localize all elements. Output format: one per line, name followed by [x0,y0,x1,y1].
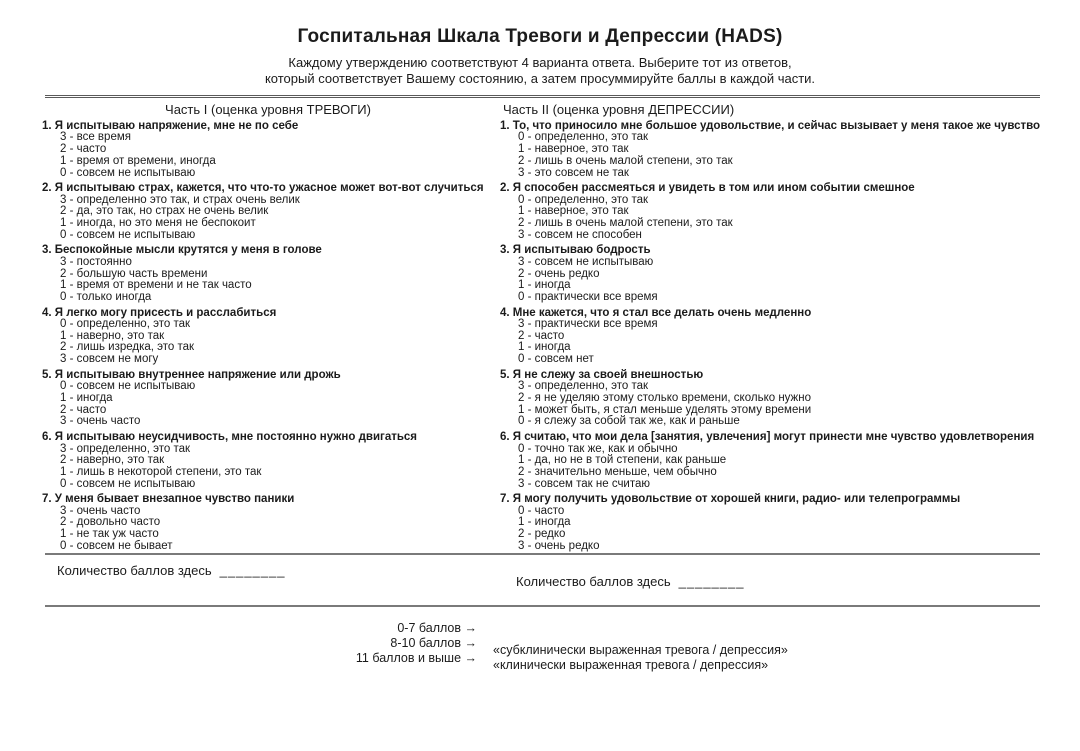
answer-option[interactable]: 3 - очень часто [60,504,141,517]
question-block [42,307,494,366]
question-block [42,120,494,179]
question-block [500,120,1045,179]
questionnaire-columns [0,98,1080,553]
answer-option[interactable]: 1 - лишь в некоторой степени, это так [60,465,262,478]
answer-option[interactable]: 2 - лишь в очень малой степени, это так [518,154,733,167]
question-block [42,431,494,490]
question-options [500,132,1045,179]
answer-option[interactable]: 0 - точно так же, как и обычно [518,442,678,455]
answer-option[interactable]: 2 - часто [60,143,107,156]
question-options [42,132,494,179]
question-options [500,319,1045,366]
answer-option[interactable]: 1 - может быть, я стал меньше уделять этому времени [518,403,812,416]
score-range-subclinical: 8-10 баллов → [390,635,477,650]
instructions-line-2: который соответствует Вашему состоянию, а затем просуммируйте баллы в каждой части. [264,71,816,86]
answer-option[interactable]: 1 - наверно, это так [60,329,165,342]
score-range-clinical: 11 баллов и выше → [355,650,477,665]
answer-option[interactable]: 1 - иногда, но это меня не беспокоит [60,217,256,230]
question-title: 1. Я испытываю напряжение, мне не по себе [42,120,299,132]
part1-score-label: Количество баллов здесь [57,562,212,578]
part1-score-line [57,563,285,578]
answer-option[interactable]: 2 - я не уделяю этому столько времени, сколько нужно [518,391,811,404]
question-block [500,431,1045,490]
answer-option[interactable]: 2 - лишь в очень малой степени, это так [518,217,733,230]
question-options [42,257,494,304]
question-block [500,244,1045,303]
question-title: 6. Я испытываю неусидчивость, мне постоянно нужно двигаться [42,431,418,444]
question-title: 2. Я способен рассмеяться и увидеть в том или ином событии смешное [500,182,915,195]
answer-option[interactable]: 0 - совсем не испытываю [60,380,196,393]
answer-option[interactable]: 0 - совсем не испытываю [60,166,196,179]
score-result-subclinical: «субклинически выраженная тревога / депрессия» [493,642,788,657]
answer-option[interactable]: 2 - часто [60,403,107,416]
question-options [500,506,1045,553]
answer-option[interactable]: 1 - иногда [518,279,571,292]
part1-header: Часть I (оценка уровня ТРЕВОГИ) [165,102,371,117]
answer-option[interactable]: 0 - только иногда [60,290,152,303]
question-options [42,195,494,242]
instructions [0,55,1080,87]
answer-option[interactable]: 0 - определенно, это так [518,193,649,206]
answer-option[interactable]: 1 - иногда [60,391,113,404]
answer-option[interactable]: 2 - лишь изредка, это так [60,341,195,354]
question-title: 6. Я считаю, что мои дела [занятия, увлечения] могут принести мне чувство удовлетворения [500,431,1035,444]
question-block [500,182,1045,241]
answer-option[interactable]: 2 - значительно меньше, чем обычно [518,465,717,478]
part2-header: Часть II (оценка уровня ДЕПРЕССИИ) [503,102,735,117]
part1-anxiety-section [42,98,494,553]
answer-option[interactable]: 0 - определенно, это так [60,318,191,331]
answer-option[interactable]: 3 - определенно, это так [518,380,649,393]
question-block [42,244,494,303]
page-title: Госпитальная Шкала Тревоги и Депрессии (HADS) [297,26,783,47]
question-options [42,444,494,491]
answer-option[interactable]: 2 - часто [518,329,565,342]
scoring-results [493,643,788,673]
scoring-ranges [0,621,477,673]
answer-option[interactable]: 0 - совсем не испытываю [60,477,196,490]
question-block [42,493,494,552]
answer-option[interactable]: 0 - совсем не бывает [60,539,173,552]
question-title: 2. Я испытываю страх, кажется, что что-то ужасное может вот-вот случиться [42,182,484,195]
answer-option[interactable]: 3 - это совсем не так [518,166,629,179]
answer-option[interactable]: 3 - постоянно [60,255,132,268]
answer-option[interactable]: 2 - довольно часто [60,516,161,529]
question-options [500,381,1045,428]
scoring-legend [0,621,1080,673]
answer-option[interactable]: 3 - все время [60,131,131,144]
answer-option[interactable]: 1 - не так уж часто [60,528,159,541]
answer-option[interactable]: 2 - большую часть времени [60,267,208,280]
score-result-clinical: «клинически выраженная тревога / депрессия» [493,657,769,672]
answer-option[interactable]: 0 - совсем не испытываю [60,228,196,241]
answer-option[interactable]: 1 - да, но не в той степени, как раньше [518,454,727,467]
answer-option[interactable]: 3 - совсем не могу [60,353,159,366]
answer-option[interactable]: 3 - определенно, это так [60,442,191,455]
question-title: 4. Мне кажется, что я стал все делать очень медленно [500,306,812,319]
answer-option[interactable]: 2 - очень редко [518,267,600,280]
question-options [500,195,1045,242]
question-block [42,369,494,428]
answer-option[interactable]: 2 - редко [518,528,566,541]
question-title: 7. У меня бывает внезапное чувство паники [42,493,295,506]
part2-score-blank[interactable]: ________ [678,573,745,589]
answer-option[interactable]: 1 - иногда [518,341,571,354]
part2-questions [500,120,1045,553]
answer-option[interactable]: 0 - часто [518,504,565,517]
answer-option[interactable]: 3 - очень часто [60,415,141,428]
answer-option[interactable]: 3 - совсем не способен [518,228,642,241]
question-title: 3. Беспокойные мысли крутятся у меня в голове [42,244,322,257]
answer-option[interactable]: 3 - определенно это так, и страх очень велик [60,193,300,206]
part1-score-blank[interactable]: ________ [219,562,286,578]
answer-option[interactable]: 0 - практически все время [518,290,658,303]
answer-option[interactable]: 1 - время от времени и не так часто [60,279,252,292]
part2-score-line [516,574,744,589]
question-title: 7. Я могу получить удовольствие от хорошей книги, радио- или телепрограммы [500,493,961,506]
question-options [42,381,494,428]
answer-option[interactable]: 1 - наверное, это так [518,143,629,156]
answer-option[interactable]: 0 - совсем нет [518,353,594,366]
answer-option[interactable]: 3 - очень редко [518,539,600,552]
instructions-line-1: Каждому утверждению соответствуют 4 варианта ответа. Выберите тот из ответов, [288,55,792,70]
answer-option[interactable]: 2 - наверно, это так [60,454,165,467]
answer-option[interactable]: 1 - иногда [518,516,571,529]
question-block [500,493,1045,552]
answer-option[interactable]: 3 - совсем так не считаю [518,477,651,490]
answer-option[interactable]: 0 - определенно, это так [518,131,649,144]
answer-option[interactable]: 1 - время от времени, иногда [60,154,216,167]
question-block [500,307,1045,366]
question-options [42,506,494,553]
answer-option[interactable]: 3 - практически все время [518,318,658,331]
score-row [0,555,1080,605]
question-options [500,257,1045,304]
question-title: 3. Я испытываю бодрость [500,244,651,257]
question-options [42,319,494,366]
question-block [42,182,494,241]
question-title: 5. Я испытываю внутреннее напряжение или дрожь [42,368,341,381]
question-title: 4. Я легко могу присесть и расслабиться [42,306,277,319]
question-options [500,444,1045,491]
score-range-normal: 0-7 баллов → [397,620,477,635]
part2-depression-section [500,98,1045,553]
part1-questions [42,120,494,553]
score-divider-bottom [45,605,1040,607]
answer-option[interactable]: 3 - совсем не испытываю [518,255,654,268]
question-title: 5. Я не слежу за своей внешностью [500,368,704,381]
question-block [500,369,1045,428]
answer-option[interactable]: 1 - наверное, это так [518,205,629,218]
answer-option[interactable]: 2 - да, это так, но страх не очень велик [60,205,269,218]
part2-score-label: Количество баллов здесь [516,573,671,589]
answer-option[interactable]: 0 - я слежу за собой так же, как и раньше [518,415,740,428]
question-title: 1. То, что приносило мне большое удовольствие, и сейчас вызывает у меня такое же чувство [500,120,1041,132]
